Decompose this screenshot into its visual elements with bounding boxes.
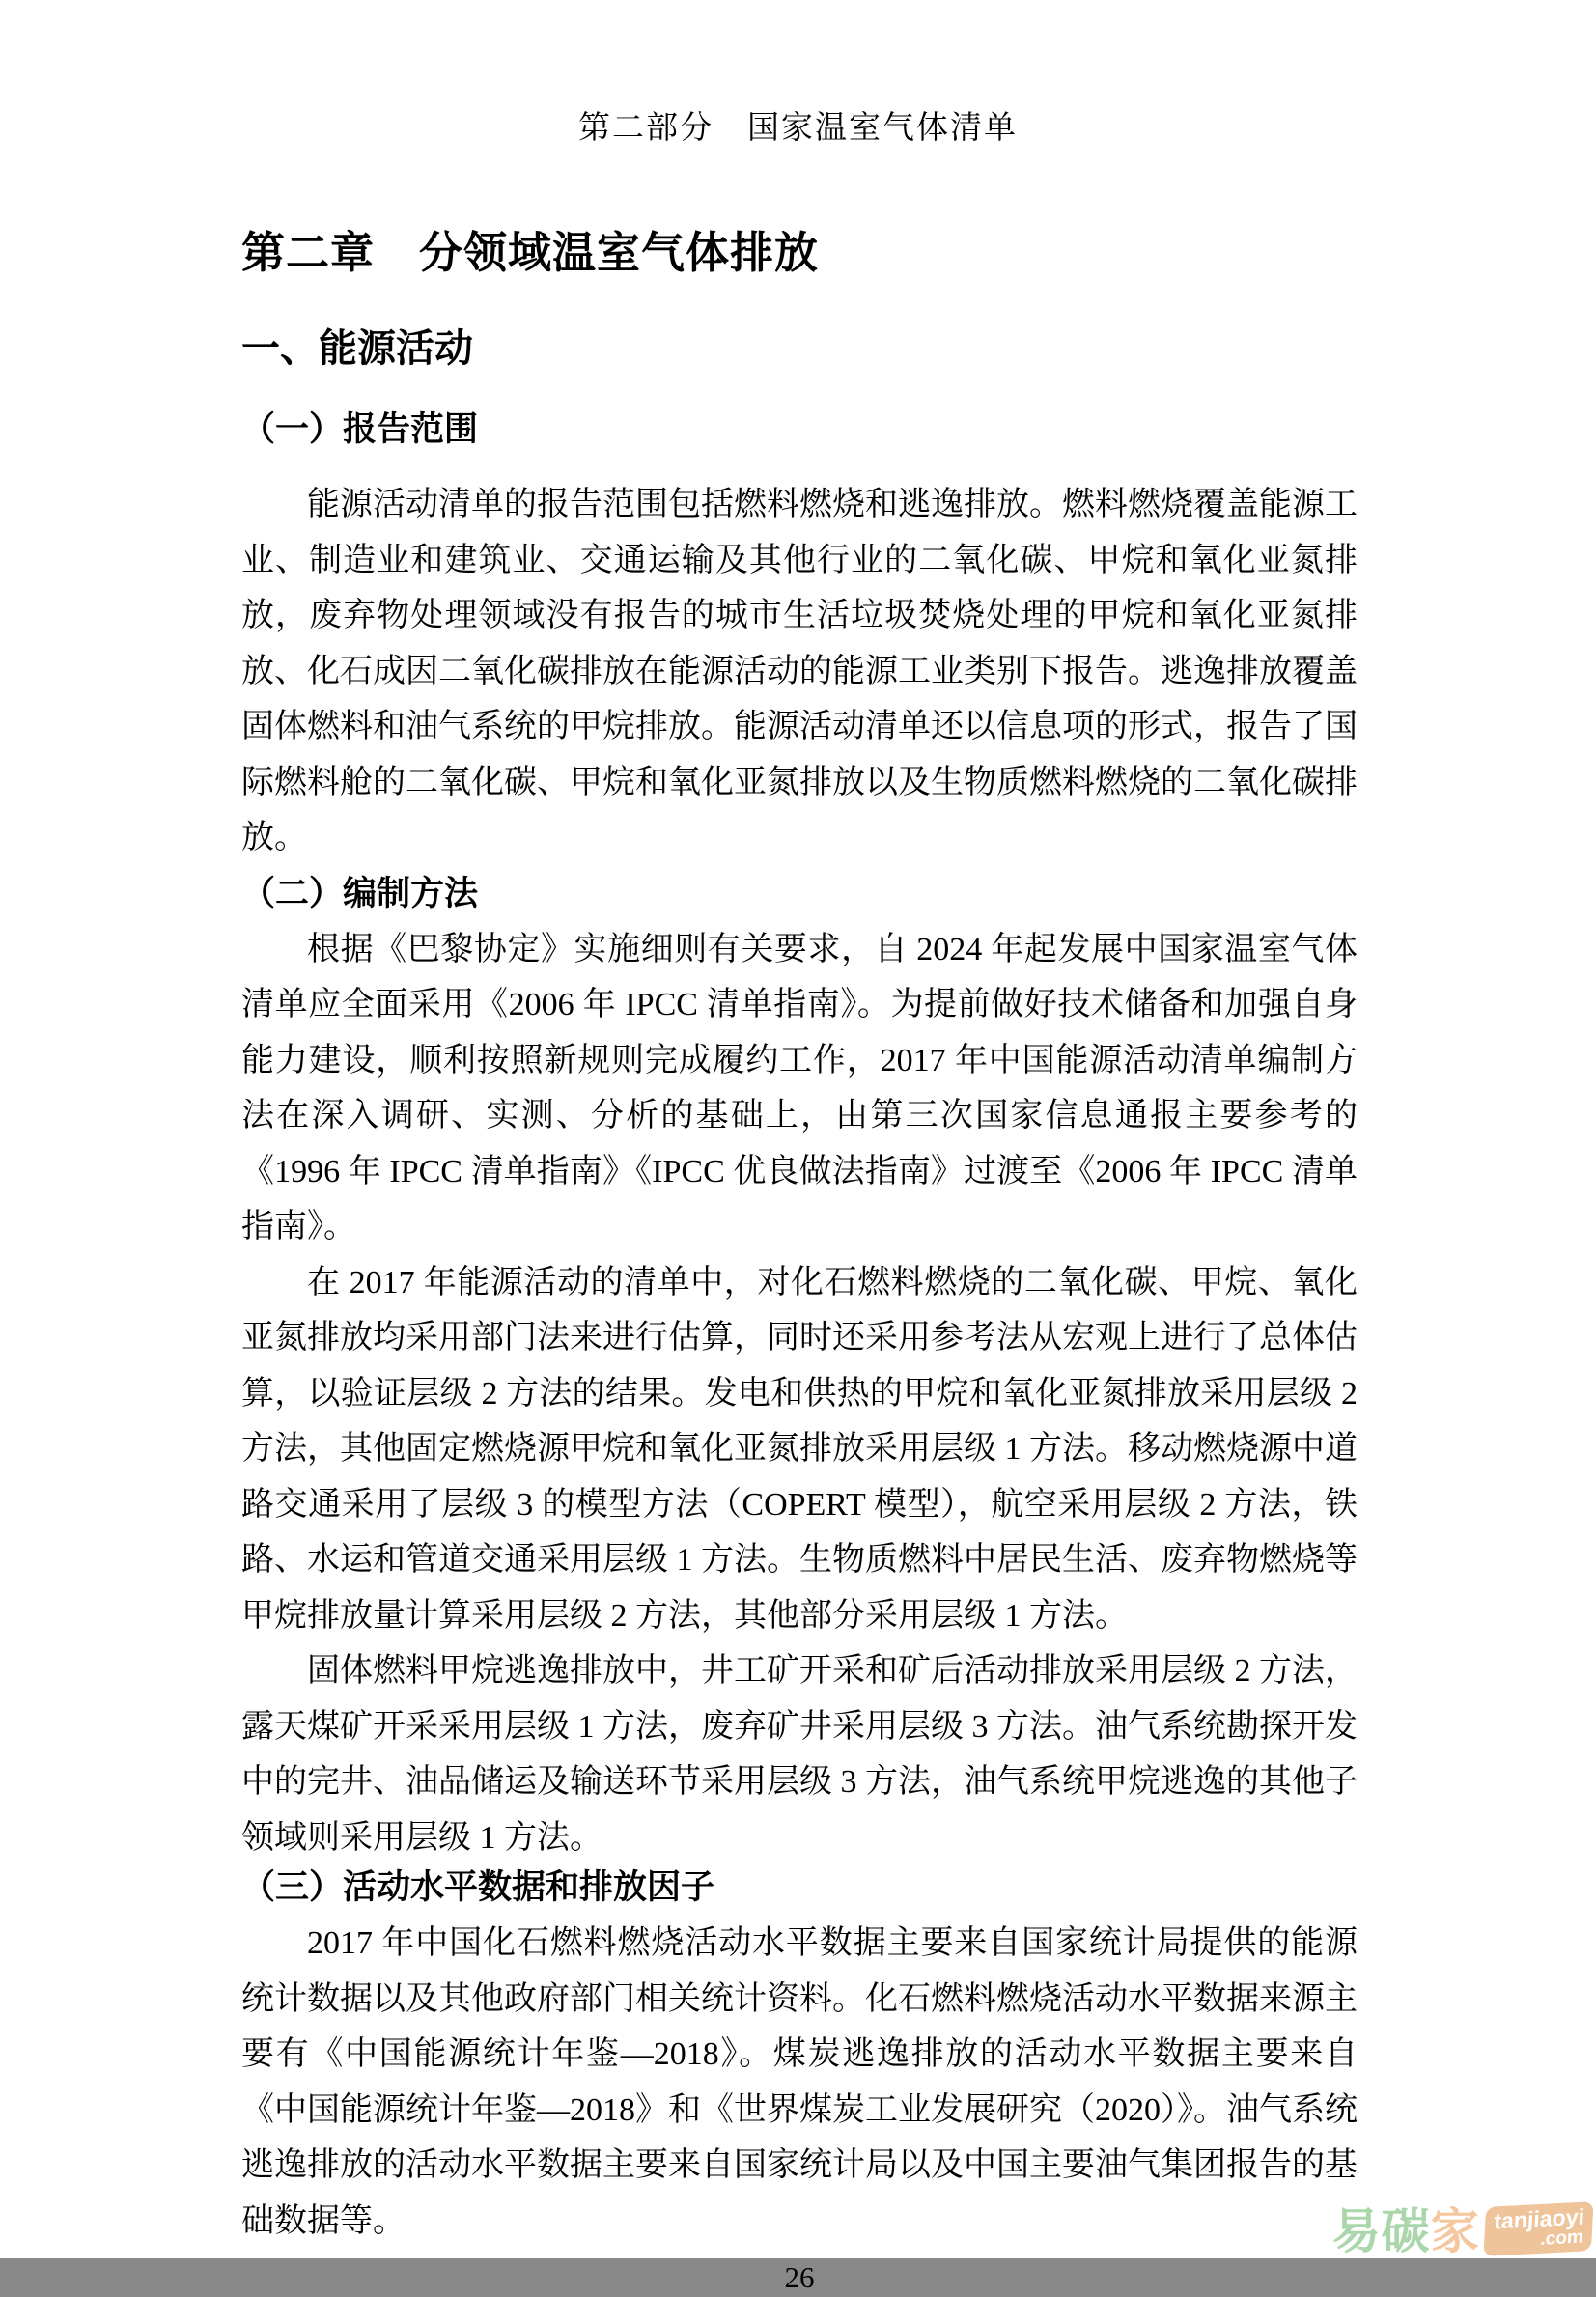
- watermark-badge-tld: .com: [1539, 2227, 1584, 2250]
- body-paragraph: 能源活动清单的报告范围包括燃料燃烧和逃逸排放。燃料燃烧覆盖能源工业、制造业和建筑业、交通运输及其他行业的二氧化碳、甲烷和氧化亚氮排放，废弃物处理领域没有报告的城市生活垃圾焚烧处理的甲烷和氧化亚氮排放、化石成因二氧化碳排放在能源活动的能源工业类别下报告。逃逸排放覆盖固体燃料和油气系统的甲烷排放。能源活动清单还以信息项的形式，报告了国际燃料舱的二氧化碳、甲烷和氧化亚氮排放以及生物质燃料燃烧的二氧化碳排放。: [241, 487, 1358, 855]
- page-number: 26: [784, 2260, 815, 2294]
- body-paragraph: 2017 年中国化石燃料燃烧活动水平数据主要来自国家统计局提供的能源统计数据以及其他政府部门相关统计资料。化石燃料燃烧活动水平数据来源主要有《中国能源统计年鉴—2018》。煤炭逃逸排放的活动水平数据主要来自《中国能源统计年鉴—2018》和《世界煤炭工业发展研究（2020）》。油气系统逃逸排放的活动水平数据主要来自国家统计局以及中国主要油气集团报告的基础数据等。: [241, 1925, 1358, 2239]
- watermark-badge: [1483, 2201, 1593, 2256]
- subsection-heading-activity-data: （三）活动水平数据和排放因子: [241, 1868, 715, 1906]
- section-title: 一、能源活动: [241, 327, 473, 370]
- body-paragraph: 根据《巴黎协定》实施细则有关要求，自 2024 年起发展中国家温室气体清单应全面采用《2006 年 IPCC 清单指南》。为提前做好技术储备和加强自身能力建设，顺利按照新规则完成履约工作，2017 年中国能源活动清单编制方法在深入调研、实测、分析的基础上，由第三次国家信息通报主要参考的《1996 年 IPCC 清单指南》《IPCC 优良做法指南》过渡至《2006 年 IPCC 清单指南》。: [241, 931, 1358, 1245]
- chapter-title: 第二章 分领域温室气体排放: [241, 228, 820, 277]
- watermark-text-green: 易碳: [1331, 2204, 1431, 2258]
- page-content: [241, 226, 1358, 2297]
- body-paragraph: 在 2017 年能源活动的清单中，对化石燃料燃烧的二氧化碳、甲烷、氧化亚氮排放均采用部门法来进行估算，同时还采用参考法从宏观上进行了总体估算，以验证层级 2 方法的结果。发电和供热的甲烷和氧化亚氮排放采用层级 2 方法，其他固定燃烧源甲烷和氧化亚氮排放采用层级 1 方法。移动燃烧源中道路交通采用了层级 3 的模型方法（COPERT 模型），航空采用层级 2 方法，铁路、水运和管道交通采用层级 1 方法。生物质燃料中居民生活、废弃物燃烧等甲烷排放量计算采用层级 2 方法，其他部分采用层级 1 方法。: [241, 1264, 1358, 1634]
- watermark-logo: [1332, 2204, 1592, 2256]
- watermark-badge-domain: tanjiaoyi: [1493, 2203, 1585, 2234]
- watermark-text-orange: 家: [1430, 2204, 1480, 2258]
- subsection-heading-reporting-scope: （一）报告范围: [241, 410, 479, 448]
- subsection-heading-methodology: （二）编制方法: [241, 874, 479, 912]
- running-header: 第二部分 国家温室气体清单: [578, 111, 1018, 146]
- body-paragraph: 固体燃料甲烷逃逸排放中，井工矿开采和矿后活动排放采用层级 2 方法，露天煤矿开采采用层级 1 方法，废弃矿井采用层级 3 方法。油气系统勘探开发中的完井、油品储运及输送环节采用层级 3 方法，油气系统甲烷逃逸的其他子领域则采用层级 1 方法。: [241, 1653, 1358, 1856]
